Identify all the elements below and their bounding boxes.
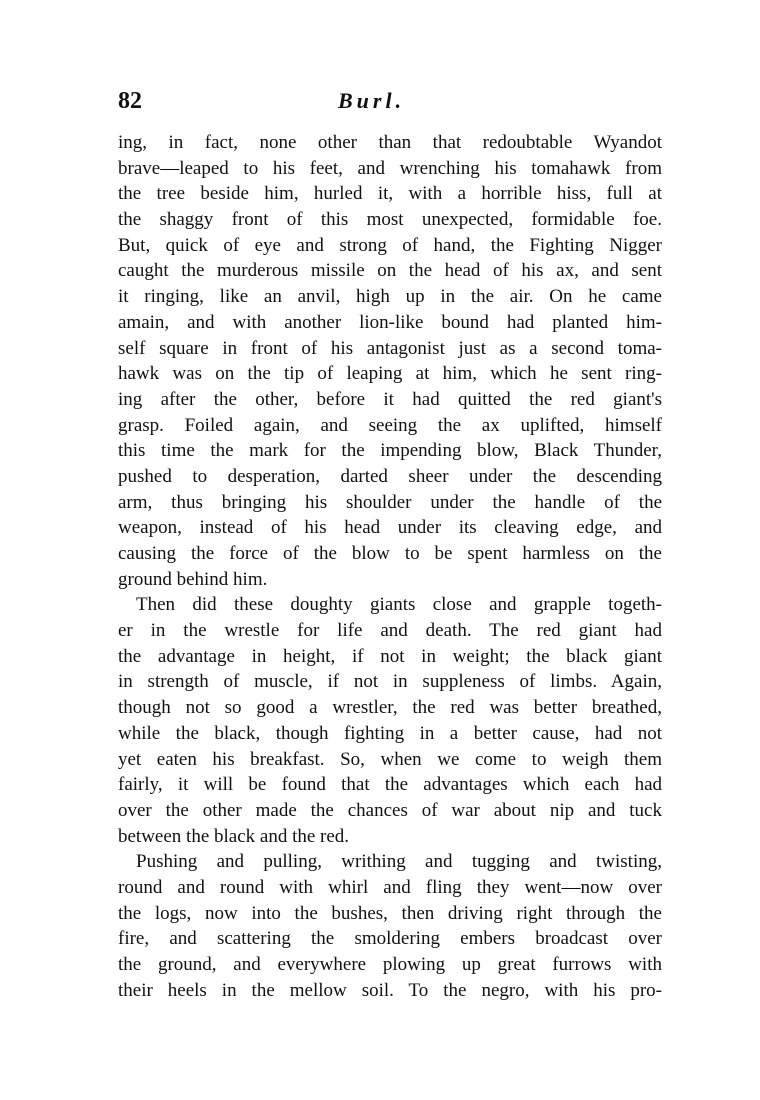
body-text [118, 130, 662, 1003]
paragraph-last-line: ground behind him. [118, 568, 268, 590]
text-line: causing the force of the blow to be spent harmless on the [118, 543, 662, 564]
text-line: ing after the other, before it had quitted the red giant's [118, 388, 662, 410]
text-line: over the other made the chances of war about nip and tuck [118, 799, 662, 821]
text-line: weapon, instead of his head under its cleaving edge, and [118, 517, 662, 539]
text-line: self square in front of his antagonist just as a second toma- [118, 337, 662, 359]
text-line: the advantage in height, if not in weight; the black giant [118, 645, 662, 667]
text-line: grasp. Foiled again, and seeing the ax uplifted, himself [118, 414, 662, 436]
text-line: fairly, it will be found that the advantages which each had [118, 774, 662, 796]
text-line: the tree beside him, hurled it, with a horrible hiss, full at [118, 183, 662, 205]
text-line: round and round with whirl and fling they went—now over [118, 876, 662, 898]
text-line: while the black, though fighting in a better cause, had not [118, 722, 662, 744]
text-line: brave—leaped to his feet, and wrenching his tomahawk from [118, 157, 662, 179]
text-line: it ringing, like an anvil, high up in the air. On he came [118, 286, 662, 308]
paragraph-first-line: Pushing and pulling, writhing and tugging and twisting, [136, 851, 662, 873]
paragraph-last-line: between the black and the red. [118, 825, 350, 847]
text-line: er in the wrestle for life and death. The red giant had [118, 620, 662, 642]
running-head: Burl. [338, 88, 406, 113]
text-line: the ground, and everywhere plowing up great furrows with [118, 954, 662, 975]
text-line: though not so good a wrestler, the red was better breathed, [118, 697, 662, 719]
text-line: in strength of muscle, if not in suppleness of limbs. Again, [118, 671, 662, 693]
text-line: amain, and with another lion-like bound had planted him- [118, 311, 662, 333]
text-line: ing, in fact, none other than that redoubtable Wyandot [118, 132, 662, 153]
text-line: the shaggy front of this most unexpected, formidable foe. [118, 209, 662, 231]
text-line: yet eaten his breakfast. So, when we come to weigh them [118, 748, 662, 770]
page-number: 82 [118, 88, 142, 114]
text-line: pushed to desperation, darted sheer under the descending [118, 465, 662, 487]
text-line: the logs, now into the bushes, then driving right through the [118, 902, 662, 924]
paragraph-first-line: Then did these doughty giants close and grapple togeth- [136, 594, 662, 616]
text-line: fire, and scattering the smoldering embers broadcast over [118, 928, 662, 950]
text-line: hawk was on the tip of leaping at him, which he sent ring- [118, 363, 662, 385]
text-line: arm, thus bringing his shoulder under the handle of the [118, 491, 662, 513]
text-line: But, quick of eye and strong of hand, the Fighting Nigger [118, 234, 662, 256]
text-line: caught the murderous missile on the head of his ax, and sent [118, 260, 662, 282]
text-line: their heels in the mellow soil. To the negro, with his pro- [118, 979, 662, 1001]
text-line: this time the mark for the impending blow, Black Thunder, [118, 440, 662, 462]
